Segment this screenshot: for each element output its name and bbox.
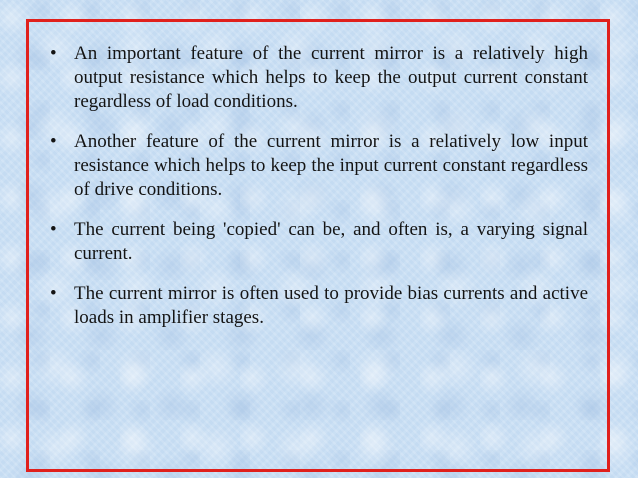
bullet-text: An important feature of the current mirror is a relatively high output resistance which helps to keep the output current constant regardless of load conditions. <box>74 43 588 112</box>
bullet-item <box>29 218 607 266</box>
bullet-dot: • <box>50 283 57 304</box>
bullet-item <box>29 130 607 202</box>
bullet-dot: • <box>50 131 57 152</box>
bullet-dot: • <box>50 219 57 240</box>
bullet-text: Another feature of the current mirror is a relatively low input resistance which helps to keep the input current constant regardless of drive conditions. <box>74 131 588 200</box>
bullet-text: The current being 'copied' can be, and often is, a varying signal current. <box>74 219 588 264</box>
bullet-dot: • <box>50 43 57 64</box>
bullet-text: The current mirror is often used to provide bias currents and active loads in amplifier stages. <box>74 283 588 328</box>
slide-frame <box>26 19 610 472</box>
bullet-item <box>29 42 607 114</box>
bullet-item <box>29 282 607 330</box>
bullet-list <box>29 42 607 346</box>
